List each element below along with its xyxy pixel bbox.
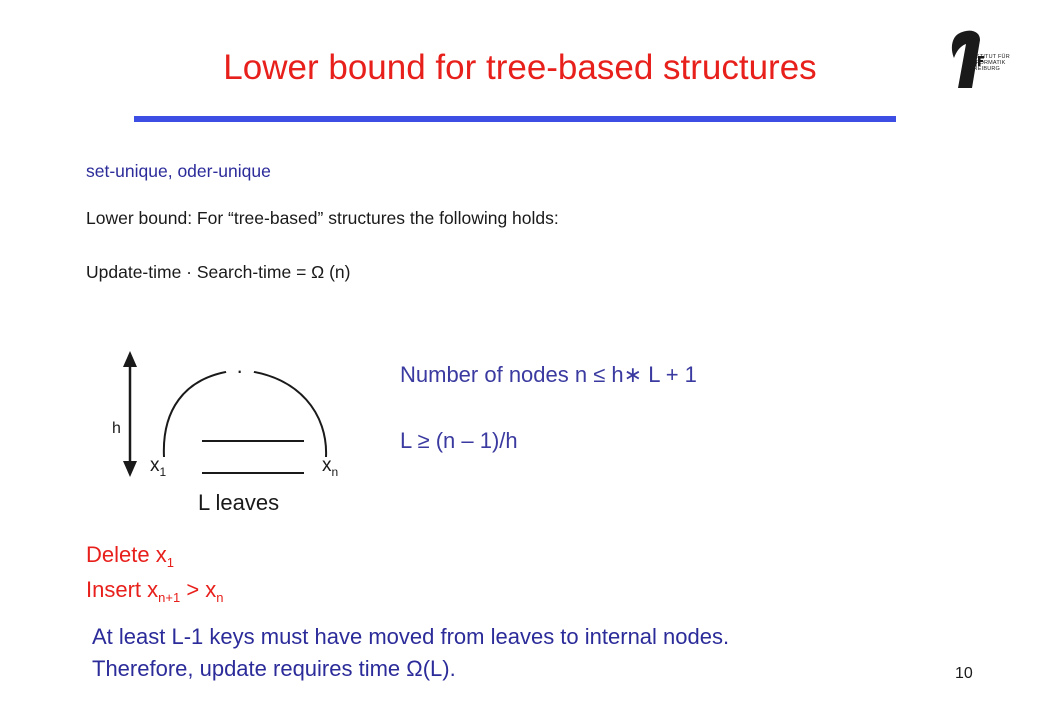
logo-line-1: INSTITUT FÜR xyxy=(970,54,1010,60)
intro-line-3: Update-time · Search-time = Ω (n) xyxy=(86,262,351,282)
nodes-formula: Number of nodes n ≤ h∗ L + 1 xyxy=(400,362,697,387)
page-number: 10 xyxy=(955,665,973,682)
right-leaf-label: $x_n$ xyxy=(322,455,339,479)
insert-mid: > x xyxy=(180,577,217,602)
logo-line-3: FREIBURG xyxy=(970,66,1001,72)
conclusion-line-2: Therefore, update requires time Ω(L). xyxy=(92,656,456,681)
height-arrow-bottom-head xyxy=(123,461,137,477)
slide-title: Lower bound for tree-based structures xyxy=(223,48,817,87)
title-underline xyxy=(134,116,896,122)
insert-prefix: Insert x xyxy=(86,577,159,602)
leaves-label: L leaves xyxy=(198,490,280,515)
insert-sub-2: n xyxy=(216,590,224,605)
delete-operation xyxy=(86,542,174,570)
intro-line-1: set-unique, oder-unique xyxy=(86,161,271,181)
logo-text xyxy=(970,54,1010,72)
leaves-formula: L ≥ (n – 1)/h xyxy=(400,428,518,453)
left-leaf-label: $x_1$ xyxy=(150,455,167,479)
logo-line-2: INFORMATIK xyxy=(970,60,1006,66)
conclusion-line-1: At least L-1 keys must have moved from leaves to internal nodes. xyxy=(92,624,730,649)
insert-operation xyxy=(86,577,224,605)
insert-sub-1: n+1 xyxy=(158,590,181,605)
tree-outline xyxy=(164,370,326,457)
height-label: h xyxy=(112,420,121,437)
root-label: · xyxy=(236,358,244,383)
intro-line-2: Lower bound: For “tree-based” structures the following holds: xyxy=(86,208,559,228)
height-arrow-top-head xyxy=(123,351,137,367)
delete-sub: 1 xyxy=(166,555,174,570)
delete-prefix: Delete x xyxy=(86,542,167,567)
